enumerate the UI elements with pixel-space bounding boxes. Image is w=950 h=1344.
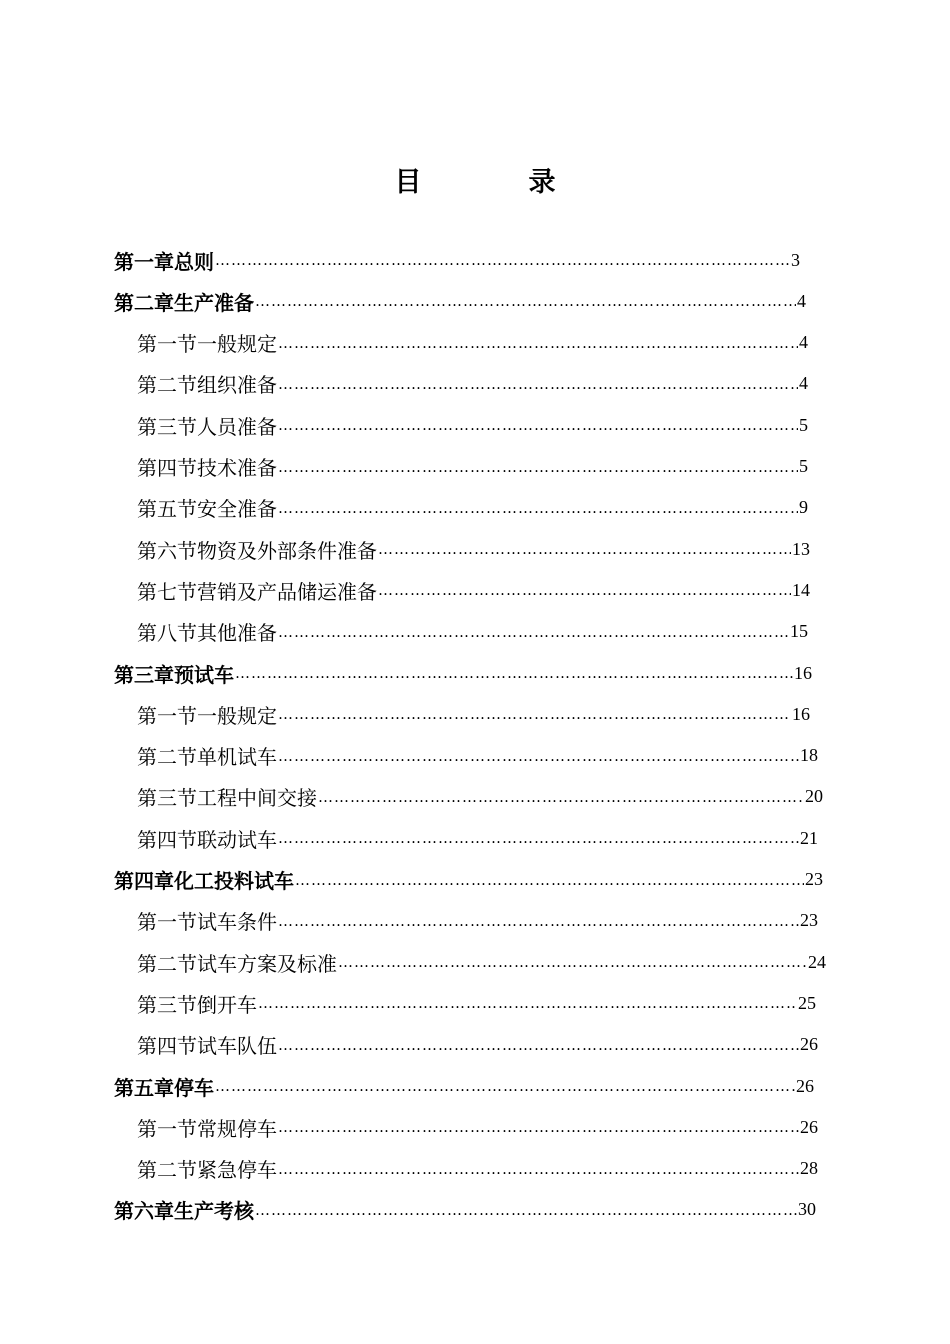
toc-entry-number: 第八节: [137, 621, 197, 646]
toc-entry-number: 第二章: [114, 290, 174, 315]
toc-leader-dots: [255, 292, 796, 310]
toc-entry-number: 第一节: [137, 332, 197, 357]
toc-section-entry[interactable]: [137, 612, 808, 652]
toc-page-number: 13: [792, 538, 810, 559]
toc-entry-label: 一般规定: [197, 332, 277, 357]
toc-entry-number: 第六章: [114, 1199, 174, 1224]
toc-page-number: 26: [800, 1034, 818, 1055]
toc-leader-dots: [235, 664, 793, 682]
toc-leader-dots: [258, 994, 797, 1012]
toc-page-number: 9: [799, 497, 808, 518]
toc-section-entry[interactable]: [137, 1149, 818, 1189]
toc-leader-dots: [278, 1160, 799, 1178]
toc-section-entry[interactable]: [137, 1107, 818, 1147]
toc-page-number: 20: [805, 786, 823, 807]
toc-entry-label: 总则: [174, 249, 214, 274]
toc-entry-label: 联动试车: [197, 827, 277, 852]
toc-leader-dots: [295, 871, 804, 889]
toc-page-number: 24: [808, 951, 826, 972]
toc-entry-label: 停车: [174, 1075, 214, 1100]
page-title: 目 录: [394, 167, 596, 198]
toc-section-entry[interactable]: [137, 529, 810, 569]
toc-entry-number: 第三节: [137, 992, 197, 1017]
toc-leader-dots: [278, 458, 798, 476]
toc-entry-number: 第五节: [137, 497, 197, 522]
toc-entry-number: 第四节: [137, 827, 197, 852]
toc-leader-dots: [278, 1036, 799, 1054]
toc-leader-dots: [278, 416, 798, 434]
toc-entry-label: 技术准备: [197, 456, 277, 480]
toc-entry-number: 第三节: [137, 414, 197, 439]
toc-entry-label: 倒开车: [197, 992, 257, 1017]
toc-page-number: 18: [800, 745, 818, 766]
toc-section-entry[interactable]: [137, 942, 826, 982]
toc-entry-number: 第一节: [137, 1116, 197, 1141]
toc-leader-dots: [278, 705, 791, 723]
toc-page-number: 21: [800, 827, 818, 848]
toc-leader-dots: [378, 540, 791, 558]
toc-leader-dots: [215, 1077, 795, 1095]
toc-entry-label: 紧急停车: [197, 1158, 277, 1183]
toc-leader-dots: [278, 334, 798, 352]
toc-entry-label: 其他准备: [197, 621, 277, 646]
toc-page-number: 4: [799, 332, 808, 353]
toc-leader-dots: [278, 912, 799, 930]
toc-section-entry[interactable]: [137, 983, 816, 1023]
toc-leader-dots: [215, 251, 790, 269]
toc-chapter-entry[interactable]: [114, 653, 812, 693]
toc-entry-label: 营销及产品储运准备: [197, 579, 377, 604]
toc-entry-number: 第四节: [137, 1034, 197, 1059]
toc-leader-dots: [378, 581, 791, 599]
toc-section-entry[interactable]: [137, 323, 808, 363]
toc-entry-label: 组织准备: [197, 373, 277, 398]
toc-entry-number: 第一章: [114, 249, 174, 274]
toc-leader-dots: [338, 953, 807, 971]
toc-page-number: 5: [799, 456, 808, 476]
toc-leader-dots: [278, 829, 799, 847]
toc-entry-label: 生产准备: [174, 290, 254, 315]
toc-entry-label: 试车方案及标准: [197, 951, 337, 976]
toc-leader-dots: [278, 747, 799, 765]
toc-entry-number: 第三章: [114, 662, 174, 687]
toc-section-entry[interactable]: [137, 364, 808, 404]
toc-section-entry[interactable]: [137, 694, 810, 734]
toc-entry-label: 常规停车: [197, 1116, 277, 1141]
toc-page-number: 25: [798, 992, 816, 1013]
toc-chapter-entry[interactable]: [114, 281, 806, 321]
toc-chapter-entry[interactable]: [114, 240, 800, 280]
toc-entry-number: 第六节: [137, 538, 197, 563]
toc-entry-number: 第五章: [114, 1075, 174, 1100]
toc-page-number: 5: [799, 414, 808, 435]
toc-chapter-entry[interactable]: [114, 1190, 816, 1230]
toc-page-number: 26: [796, 1075, 814, 1096]
toc-leader-dots: [278, 499, 798, 517]
toc-page-number: 4: [797, 290, 806, 311]
toc-section-entry[interactable]: [137, 818, 818, 858]
toc-leader-dots: [278, 623, 789, 641]
toc-page-number: 4: [799, 373, 808, 394]
toc-page-number: 30: [798, 1199, 816, 1220]
toc-entry-label: 试车队伍: [197, 1034, 277, 1059]
toc-entry-number: 第四章: [114, 869, 174, 893]
toc-page-number: 28: [800, 1158, 818, 1179]
toc-entry-number: 第二节: [137, 373, 197, 398]
toc-entry-label: 安全准备: [197, 497, 277, 522]
toc-entry-label: 预试车: [174, 662, 234, 687]
toc-entry-number: 第七节: [137, 579, 197, 604]
toc-section-entry[interactable]: [137, 901, 818, 941]
toc-page-number: 23: [800, 910, 818, 931]
toc-section-entry[interactable]: [137, 447, 808, 487]
toc-leader-dots: [255, 1201, 797, 1219]
toc-entry-number: 第一节: [137, 703, 197, 728]
toc-entry-label: 化工投料试车: [174, 869, 294, 893]
toc-section-entry[interactable]: [137, 405, 808, 445]
toc-chapter-entry[interactable]: [114, 1066, 814, 1106]
toc-entry-number: 第四节: [137, 456, 197, 480]
toc-entry-label: 人员准备: [197, 414, 277, 439]
toc-page-number: 23: [805, 869, 823, 889]
toc-section-entry[interactable]: [137, 736, 818, 776]
toc-entry-label: 试车条件: [197, 910, 277, 935]
toc-entry-number: 第二节: [137, 745, 197, 770]
toc-page-number: 3: [791, 249, 800, 270]
toc-section-entry[interactable]: [137, 1025, 818, 1065]
toc-section-entry[interactable]: [137, 570, 810, 610]
toc-entry-number: 第二节: [137, 1158, 197, 1183]
toc-page-number: 26: [800, 1116, 818, 1137]
toc-entry-label: 单机试车: [197, 745, 277, 770]
toc-page-number: 16: [792, 703, 810, 724]
toc-leader-dots: [318, 788, 804, 806]
toc-page-number: 15: [790, 621, 808, 642]
toc-entry-label: 一般规定: [197, 703, 277, 728]
toc-entry-label: 生产考核: [174, 1199, 254, 1224]
toc-leader-dots: [278, 1118, 799, 1136]
toc-section-entry[interactable]: [137, 777, 823, 817]
toc-entry-label: 物资及外部条件准备: [197, 538, 377, 563]
toc-entry-number: 第二节: [137, 951, 197, 976]
toc-entry-number: 第三节: [137, 786, 197, 811]
toc-section-entry[interactable]: [137, 488, 808, 528]
toc-entry-number: 第一节: [137, 910, 197, 935]
toc-page-number: 16: [794, 662, 812, 683]
toc-page-number: 14: [792, 579, 810, 600]
toc-leader-dots: [278, 375, 798, 393]
toc-entry-label: 工程中间交接: [197, 786, 317, 811]
toc-chapter-entry[interactable]: [114, 860, 823, 900]
